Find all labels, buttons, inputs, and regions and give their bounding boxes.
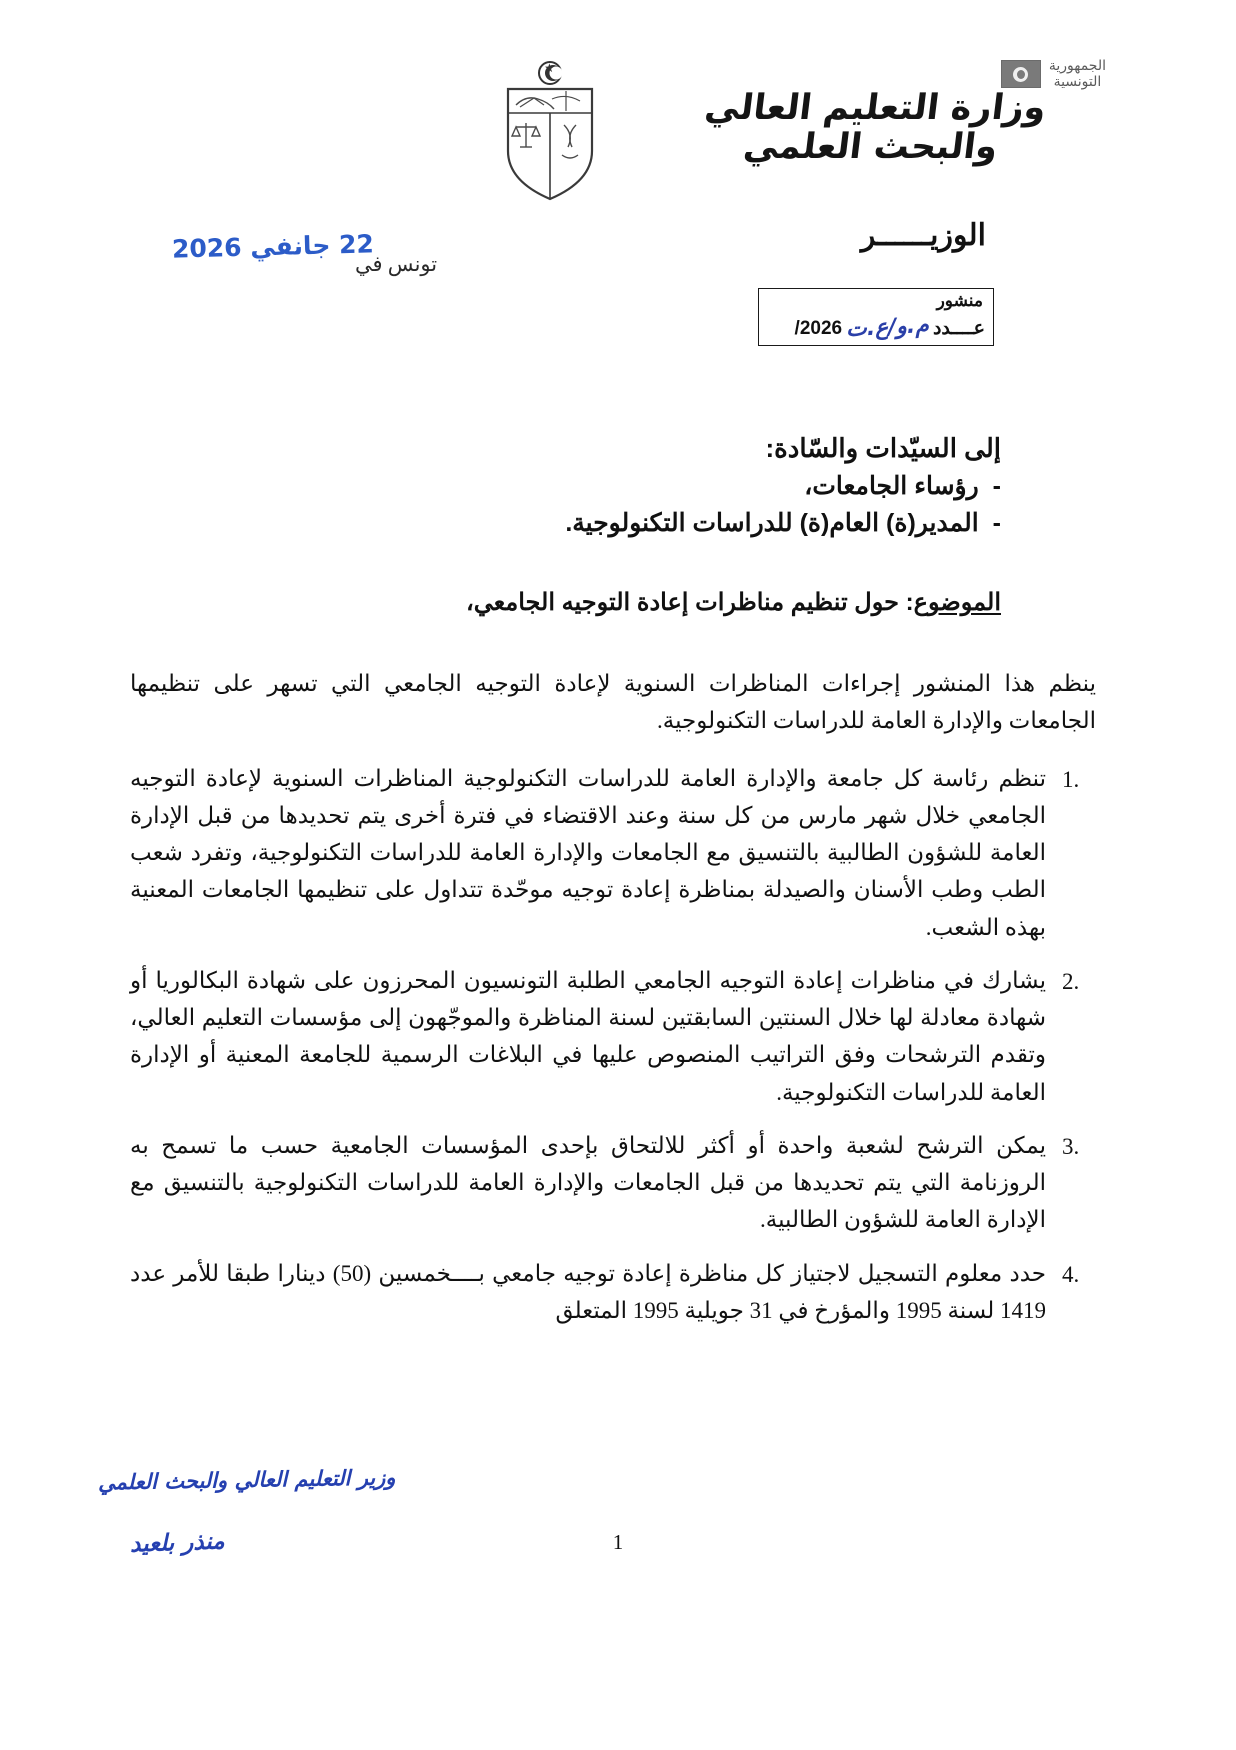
list-item-text: حدد معلوم التسجيل لاجتياز كل مناظرة إعادة توجيه جامعي بــــخمسين (50) دينارا طبقا للأمر عدد 1419 لسنة 1995 والمؤرخ في 31 جويلية 1995 المتعلق: [130, 1260, 1046, 1323]
circular-label: منشور: [936, 291, 983, 310]
addressee-item: [565, 505, 1001, 543]
addressee-item-label: رؤساء الجامعات،: [804, 471, 979, 500]
list-item-text: تنظم رئاسة كل جامعة والإدارة العامة للدراسات التكنولوجية المناظرات السنوية لإعادة التوجيه الجامعي خلال شهر مارس من كل سنة وعند الاقتضاء في فترة أخرى يتم تحديدها من قبل الإدارة العامة للشؤون الطالبية بالتنسيق مع الجامعات والإدارة العامة للدراسات التكنولوجية، وتفرد شعب الطب وطب الأسنان والصيدلة بمناظرة إعادة توجيه موحّدة تتداول على تنظيمها الجامعات المعنية بهذه الشعب.: [130, 765, 1046, 940]
addressee-block: [565, 430, 1001, 543]
addressee-dash: -: [992, 471, 1001, 500]
addressee-heading: إلى السيّدات والسّادة:: [765, 433, 1001, 463]
document-body: [130, 665, 1096, 1345]
circular-number-label: عــــدد: [932, 318, 985, 339]
list-item-number: .3: [1062, 1133, 1080, 1159]
list-item-number: .1: [1062, 766, 1080, 792]
tunisian-flag-icon: [1001, 60, 1041, 88]
date-stamp: 22 جانفي 2026: [171, 229, 375, 264]
circular-number-line: [767, 312, 985, 343]
republic-line-2: التونسية: [1053, 74, 1102, 91]
republic-block: [1001, 58, 1106, 90]
circular-number-handwritten: م.و/ع.ت: [845, 312, 930, 343]
list-item-number: .4: [1062, 1261, 1080, 1287]
addressee-item: [565, 468, 1001, 506]
republic-line-1: الجمهورية: [1048, 58, 1106, 74]
signature-name: منذر بلعيد: [129, 1528, 226, 1558]
subject-separator: :: [905, 589, 914, 616]
minister-title: الوزيــــــر: [860, 219, 986, 252]
list-item: [130, 1127, 1096, 1239]
ministry-line-2: والبحث العلمي: [741, 126, 1000, 167]
circular-reference-box: [758, 288, 994, 346]
list-item: [130, 1255, 1096, 1330]
page-number: 1: [612, 1530, 624, 1554]
subject-line: [466, 588, 1001, 617]
ministry-line-1: وزارة التعليم العالي: [702, 88, 1049, 128]
signature-title: وزير التعليم العالي والبحث العلمي: [97, 1465, 396, 1495]
subject-text: حول تنظيم مناظرات إعادة التوجيه الجامعي،: [466, 589, 899, 616]
list-item-text: يشارك في مناظرات إعادة التوجيه الجامعي الطلبة التونسيون المحرزون على شهادة البكالوريا أو شهادة معادلة لها خلال السنتين السابقتين لسنة المناظرة والموجّهون إلى مؤسسات التعليم العالي، وتقدم الترشحات وفق التراتيب المنصوص عليها في البلاغات الرسمية للجامعة المعنية أو الإدارة العامة للدراسات التكنولوجية.: [130, 967, 1046, 1105]
ministry-name: [633, 90, 1112, 166]
tunisian-state-emblem-icon: [490, 55, 610, 205]
intro-paragraph: ينظم هذا المنشور إجراءات المناظرات السنوية لإعادة التوجيه الجامعي التي تسهر على تنظيمها الجامعات والإدارة العامة للدراسات التكنولوجية.: [130, 671, 1096, 734]
list-item: [130, 760, 1096, 946]
list-item-number: .2: [1062, 968, 1080, 994]
addressee-dash: -: [992, 509, 1001, 538]
list-item: [130, 962, 1096, 1111]
numbered-items-list: [130, 760, 1096, 1330]
list-item-text: يمكن الترشح لشعبة واحدة أو أكثر للالتحاق بإحدى المؤسسات الجامعية حسب ما تسمح به الروزنامة التي يتم تحديدها من قبل الجامعات والإدارة العامة للدراسات التكنولوجية بالتنسيق مع الإدارة العامة للشؤون الطالبية.: [130, 1132, 1046, 1233]
dateline-label: تونس في: [355, 252, 438, 276]
circular-year: 2026/: [794, 318, 843, 339]
subject-label: الموضوع: [913, 589, 1001, 616]
addressee-item-label: المدير(ة) العام(ة) للدراسات التكنولوجية.: [565, 509, 979, 538]
